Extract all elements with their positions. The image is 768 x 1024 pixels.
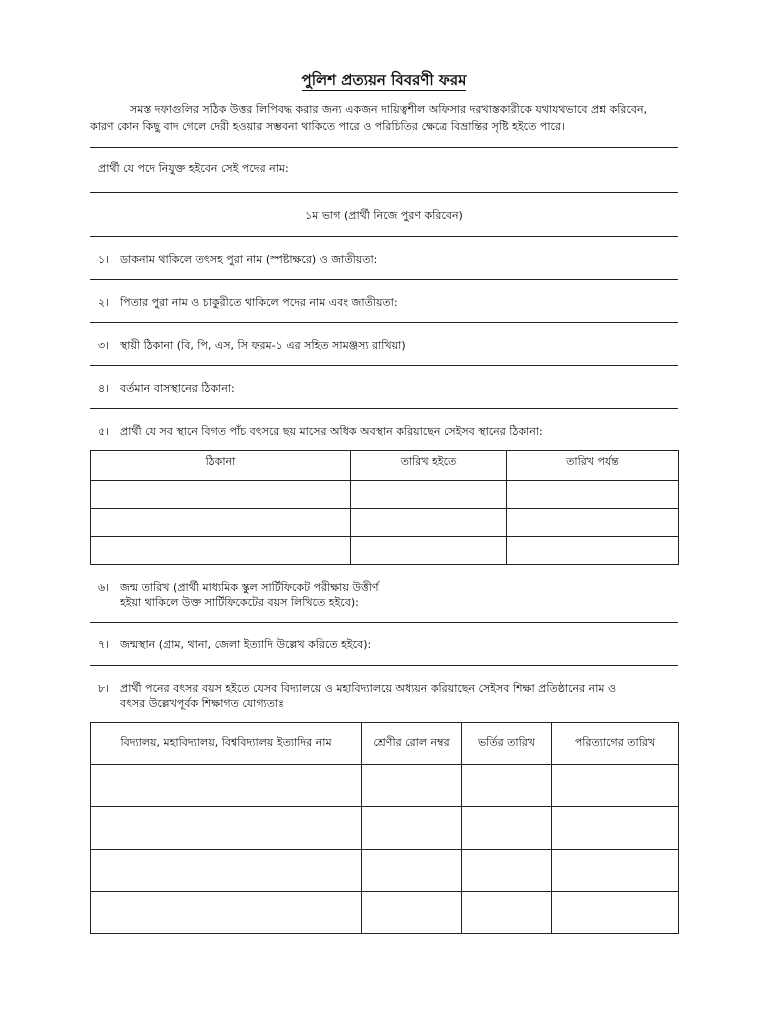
question-2-text: পিতার পুরা নাম ও চাকুরীতে থাকিলে পদের নাম এবং জাতীয়তা:	[120, 296, 398, 309]
question-4-number: ৪।	[98, 382, 110, 395]
question-6-number: ৬।	[98, 581, 110, 594]
table-row	[91, 765, 679, 807]
question-6-text-line-2: হইয়া থাকিলে উক্ত সার্টিফিকেটের বয়স লিখিতে হইবে):	[120, 596, 359, 609]
table-row	[91, 481, 679, 509]
table-row	[91, 850, 679, 892]
table-cell[interactable]	[462, 892, 552, 934]
divider	[90, 279, 678, 280]
column-header-date-from: তারিখ হইতে	[351, 451, 507, 481]
table-cell[interactable]	[91, 807, 362, 850]
table-row	[91, 807, 679, 850]
table-cell[interactable]	[91, 850, 362, 892]
table-cell[interactable]	[507, 537, 679, 565]
column-header-address: ঠিকানা	[91, 451, 351, 481]
table-cell[interactable]	[362, 765, 462, 807]
question-8-number: ৮।	[98, 682, 110, 695]
table-row	[91, 509, 679, 537]
table-cell[interactable]	[552, 765, 679, 807]
table-cell[interactable]	[351, 481, 507, 509]
question-3-number: ৩।	[98, 339, 110, 352]
question-7-text: জন্মস্থান (গ্রাম, থানা, জেলা ইত্যাদি উল্লেখ করিতে হইবে):	[120, 638, 372, 651]
question-1-text: ডাকনাম থাকিলে তৎসহ পুরা নাম (স্পষ্টাক্ষরে) ও জাতীয়তা:	[120, 253, 378, 266]
divider	[90, 147, 678, 148]
divider	[90, 408, 678, 409]
intro-line-2: কারণ কোন কিছু বাদ গেলে দেরী হওয়ার সম্ভবনা থাকিতে পারে ও পরিচিতির ক্ষেত্রে বিভ্রান্তির সৃষ্টি হইতে পারে।	[90, 120, 565, 133]
table-header-row	[91, 723, 679, 765]
table-cell[interactable]	[351, 537, 507, 565]
question-5-text: প্রার্থী যে সব স্থানে বিগত পাঁচ বৎসরে ছয় মাসের অধিক অবস্থান করিয়াছেন সেইসব স্থানের ঠিকানা:	[120, 425, 543, 438]
question-2-number: ২।	[98, 296, 110, 309]
table-cell[interactable]	[91, 537, 351, 565]
form-title: পুলিশ প্রত্যয়ন বিবরণী ফরম	[301, 71, 467, 89]
column-header-institution: বিদ্যালয়, মহাবিদ্যালয়, বিশ্ববিদ্যালয় ইত্যাদির নাম	[91, 723, 362, 765]
question-5-number: ৫।	[98, 425, 110, 438]
education-table	[90, 722, 679, 934]
table-cell[interactable]	[362, 892, 462, 934]
table-cell[interactable]	[462, 850, 552, 892]
divider	[90, 622, 678, 623]
table-cell[interactable]	[552, 850, 679, 892]
question-4-text: বর্তমান বাসস্থানের ঠিকানা:	[120, 382, 235, 395]
table-cell[interactable]	[362, 850, 462, 892]
address-table	[90, 450, 679, 565]
question-1-number: ১।	[98, 253, 110, 266]
table-cell[interactable]	[91, 892, 362, 934]
table-cell[interactable]	[462, 765, 552, 807]
question-7-number: ৭।	[98, 638, 110, 651]
divider	[90, 322, 678, 323]
column-header-date-to: তারিখ পর্যন্ত	[507, 451, 679, 481]
question-3-text: স্থায়ী ঠিকানা (বি, পি, এস, সি ফরম-১ এর সহিত সামঞ্জস্য রাখিয়া)	[120, 339, 406, 352]
table-cell[interactable]	[552, 807, 679, 850]
divider	[90, 365, 678, 366]
question-8-text-line-2: বৎসর উল্লেখপূর্বক শিক্ষাগত যোগ্যতাঃ	[120, 697, 285, 710]
table-cell[interactable]	[507, 481, 679, 509]
table-header-row	[91, 451, 679, 481]
post-name-label: প্রার্থী যে পদে নিযুক্ত হইবেন সেই পদের নাম:	[98, 162, 289, 175]
table-cell[interactable]	[91, 509, 351, 537]
table-cell[interactable]	[362, 807, 462, 850]
table-cell[interactable]	[351, 509, 507, 537]
table-cell[interactable]	[91, 765, 362, 807]
part1-heading: ১ম ভাগ (প্রার্থী নিজে পুরণ করিবেন)	[305, 209, 463, 222]
column-header-admission-date: ভর্তির তারিখ	[462, 723, 552, 765]
divider	[90, 236, 678, 237]
table-cell[interactable]	[91, 481, 351, 509]
table-row	[91, 537, 679, 565]
table-cell[interactable]	[552, 892, 679, 934]
table-row	[91, 892, 679, 934]
divider	[90, 192, 678, 193]
question-6-text: জন্ম তারিখ (প্রার্থী মাধ্যমিক স্কুল সার্টিফিকেট পরীক্ষায় উত্তীর্ণ	[120, 581, 379, 594]
column-header-leaving-date: পরিত্যাগের তারিখ	[552, 723, 679, 765]
column-header-roll-number: শ্রেণীর রোল নম্বর	[362, 723, 462, 765]
question-8-text: প্রার্থী পনের বৎসর বয়স হইতে যেসব বিদ্যালয়ে ও মহাবিদ্যালয়ে অধ্যয়ন করিয়াছেন সেইসব শিক্ষা প্রতিষ্ঠানের নাম ও	[120, 682, 617, 695]
divider	[90, 665, 678, 666]
table-cell[interactable]	[462, 807, 552, 850]
intro-line-1: সমস্ত দফাগুলির সঠিক উত্তর লিপিবদ্ধ করার জন্য একজন দায়িত্বশীল অফিসার দরখাস্তকারীকে যথাযথভাবে প্রশ্ন করিবেন,	[130, 103, 648, 116]
table-cell[interactable]	[507, 509, 679, 537]
